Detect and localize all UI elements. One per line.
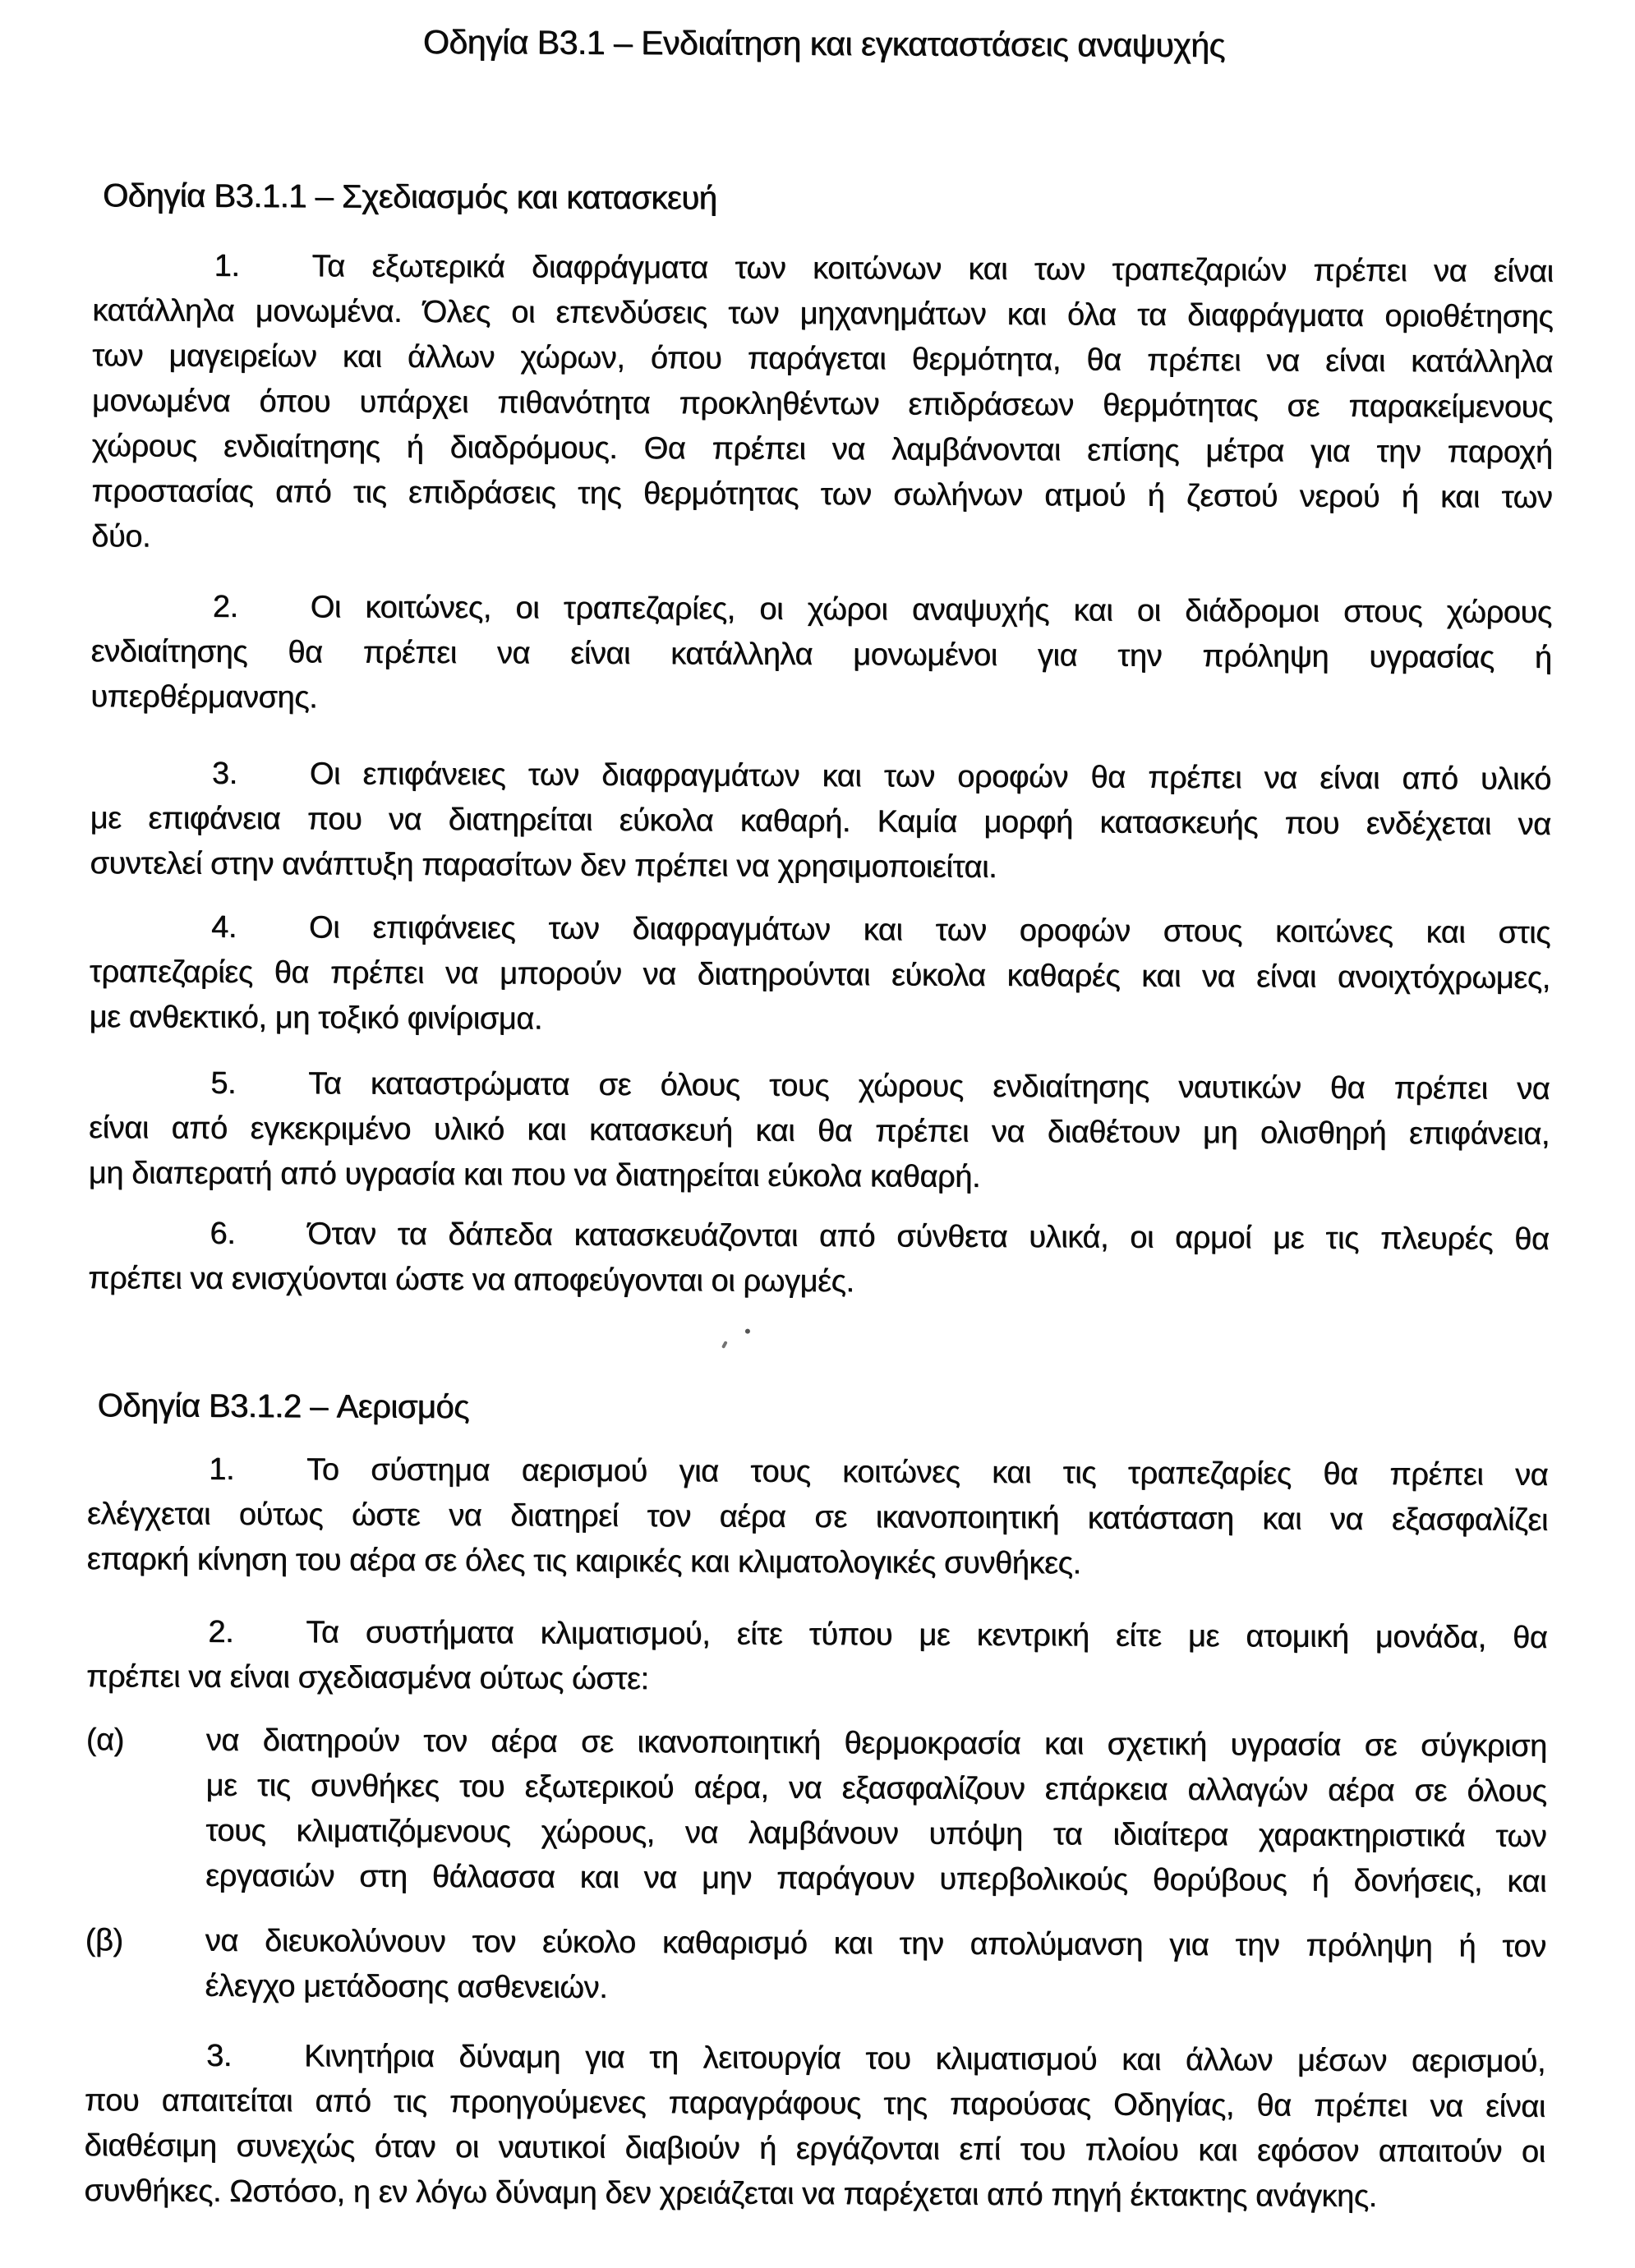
paragraph-3 (90, 751, 1551, 893)
paragraph-line: μη διαπερατή από υγρασία και που να διατηρείται εύκολα καθαρή. (88, 1156, 981, 1194)
paragraph-number: 3. (211, 756, 237, 791)
list-marker: (β) (85, 1923, 123, 1958)
paragraph-text: Όταν τα δάπεδα κατασκευάζονται από σύνθετα υλικά, οι αρμοί με τις πλευρές θα (307, 1217, 1550, 1257)
paragraph-line: υπερθέρμανσης. (90, 679, 318, 715)
paragraph-line: πρέπει να ενισχύονται ώστε να αποφεύγονται οι ρωγμές. (88, 1261, 854, 1300)
paragraph-vent-1 (87, 1447, 1549, 1589)
paragraph-number: 1. (214, 248, 240, 283)
paragraph-line: επαρκή κίνηση του αέρα σε όλες τις καιρικές και κλιματολογικές συνθήκες. (86, 1542, 1081, 1581)
paragraph-line: ελέγχεται ούτως ώστε να διατηρεί τον αέρα σε ικανοποιητική κατάσταση και να εξασφαλίζει (86, 1497, 1549, 1538)
paragraph-line: με τις συνθήκες του εξωτερικού αέρα, να εξασφαλίζουν επάρκεια αλλαγών αέρα σε όλους (205, 1768, 1547, 1809)
paragraph-line: με επιφάνεια που να διατηρείται εύκολα καθαρή. Καμία μορφή κατασκευής που ενδέχεται να (90, 801, 1551, 842)
paragraph-line (91, 584, 1552, 636)
paragraph-1 (91, 243, 1554, 566)
paragraph-line (88, 1211, 1549, 1263)
paragraph-number: 2. (212, 589, 238, 624)
paragraph-line (92, 243, 1553, 295)
paragraph-line: που απαιτείται από τις προηγούμενες παραγράφους της παρούσας Οδηγίας, θα πρέπει να είναι (84, 2083, 1545, 2124)
paragraph-number: 5. (210, 1065, 237, 1101)
paragraph-line (90, 904, 1550, 956)
paragraph-text: Τα εξωτερικά διαφράγματα των κοιτώνων και των τραπεζαριών πρέπει να είναι (311, 249, 1554, 289)
paragraph-2 (90, 584, 1552, 726)
paragraph-vent-3 (84, 2033, 1545, 2220)
section-heading-b312: Οδηγία B3.1.2 – Αερισμός (97, 1387, 469, 1426)
paragraph-line (90, 751, 1551, 803)
paragraph-line: ενδιαίτησης θα πρέπει να είναι κατάλληλα μονωμένοι για την πρόληψη υγρασίας ή (90, 634, 1552, 675)
paragraph-vent-2 (86, 1609, 1547, 1706)
document-title: Οδηγία B3.1 – Ενδιαίτηση και εγκαταστάσεις αναψυχής (422, 22, 1225, 65)
paragraph-line (86, 1718, 1547, 1769)
paragraph-4 (89, 904, 1550, 1047)
paragraph-line: μονωμένα όπου υπάρχει πιθανότητα προκληθέντων επιδράσεων θερμότητας σε παρακείμενους (91, 384, 1553, 425)
paragraph-6 (88, 1211, 1549, 1308)
paragraph-line (85, 2033, 1545, 2085)
paragraph-number: 2. (208, 1614, 234, 1649)
paragraph-line: των μαγειρείων και άλλων χώρων, όπου παράγεται θερμότητα, θα πρέπει να είναι κατάλληλα (92, 338, 1554, 380)
list-item-alpha (85, 1718, 1547, 1905)
paragraph-line: πρέπει να είναι σχεδιασμένα ούτως ώστε: (86, 1659, 649, 1697)
paragraph-line (87, 1447, 1548, 1498)
section-heading-b311: Οδηγία B3.1.1 – Σχεδιασμός και κατασκευή (102, 177, 717, 217)
paragraph-line: εργασιών στη θάλασσα και να μην παράγουν υπερβολικούς θορύβους ή δονήσεις, και (205, 1858, 1547, 1899)
paragraph-line: με ανθεκτικό, μη τοξικό φινίρισμα. (89, 1000, 543, 1037)
list-marker: (α) (85, 1723, 124, 1758)
paragraph-line (86, 1609, 1547, 1661)
paragraph-text: Οι κοιτώνες, οι τραπεζαρίες, οι χώροι αναψυχής και οι διάδρομοι στους χώρους (310, 590, 1552, 630)
paragraph-5 (89, 1060, 1550, 1203)
list-item-beta (85, 1918, 1545, 2015)
paragraph-line: δύο. (91, 519, 151, 554)
paragraph-line: διαθέσιμη συνεχώς όταν οι ναυτικοί διαβιούν ή εργάζονται επί του πλοίου και εφόσον απαιτούν οι (84, 2128, 1545, 2169)
paragraph-line (89, 1060, 1550, 1112)
paragraph-line: προστασίας από τις επιδράσεις της θερμότητας των σωλήνων ατμού ή ζεστού νερού ή και των (91, 474, 1553, 515)
paragraph-line: είναι από εγκεκριμένο υλικό και κατασκευή και θα πρέπει να διαθέτουν μη ολισθηρή επιφάνεια, (88, 1111, 1550, 1152)
paragraph-line: συντελεί στην ανάπτυξη παρασίτων δεν πρέπει να χρησιμοποιείται. (90, 846, 997, 885)
paragraph-text: Τα καταστρώματα σε όλους τους χώρους ενδιαίτησης ναυτικών θα πρέπει να (308, 1066, 1550, 1106)
paragraph-text: Κινητήρια δύναμη για τη λειτουργία του κλιματισμού και άλλων μέσων αερισμού, (303, 2039, 1546, 2079)
scan-artifact-dot (745, 1329, 750, 1334)
paragraph-number: 3. (205, 2038, 233, 2073)
paragraph-line: κατάλληλα μονωμένα. Όλες οι επενδύσεις των μηχανημάτων και όλα τα διαφράγματα οριοθέτησης (92, 293, 1554, 334)
paragraph-line: έλεγχο μετάδοσης ασθενειών. (205, 1968, 608, 2005)
paragraph-number: 1. (209, 1451, 235, 1487)
paragraph-text: Το σύστημα αερισμού για τους κοιτώνες και τις τραπεζαρίες θα πρέπει να (306, 1452, 1549, 1493)
paragraph-number: 4. (210, 909, 237, 945)
paragraph-text: να διευκολύνουν τον εύκολο καθαρισμό και την απολύμανση για την πρόληψη ή τον (205, 1923, 1546, 1964)
paragraph-text: Οι επιφάνειες των διαφραγμάτων και των οροφών στους κοιτώνες και στις (308, 910, 1551, 950)
paragraph-line (85, 1918, 1546, 1970)
paragraph-text: Τα συστήματα κλιματισμού, είτε τύπου με κεντρική είτε με ατομική μονάδα, θα (306, 1615, 1548, 1655)
paragraph-line: χώρους ενδιαίτησης ή διαδρόμους. Θα πρέπει να λαμβάνονται επίσης μέτρα για την παροχή (91, 429, 1553, 470)
document-body (84, 0, 1554, 2220)
paragraph-line: τραπεζαρίες θα πρέπει να μπορούν να διατηρούνται εύκολα καθαρές και να είναι ανοιχτόχρωμες, (89, 955, 1550, 996)
paragraph-number: 6. (210, 1216, 236, 1251)
paragraph-text: Οι επιφάνειες των διαφραγμάτων και των οροφών θα πρέπει να είναι από υλικό (309, 757, 1551, 797)
paragraph-text: να διατηρούν τον αέρα σε ικανοποιητική θερμοκρασία και σχετική υγρασία σε σύγκριση (205, 1723, 1547, 1764)
paragraph-line: συνθήκες. Ωστόσο, η εν λόγω δύναμη δεν χρειάζεται να παρέχεται από πηγή έκτακτης ανάγκης. (84, 2174, 1377, 2214)
paragraph-line: τους κλιματιζόμενους χώρους, να λαμβάνουν υπόψη τα ιδιαίτερα χαρακτηριστικά των (205, 1813, 1547, 1854)
